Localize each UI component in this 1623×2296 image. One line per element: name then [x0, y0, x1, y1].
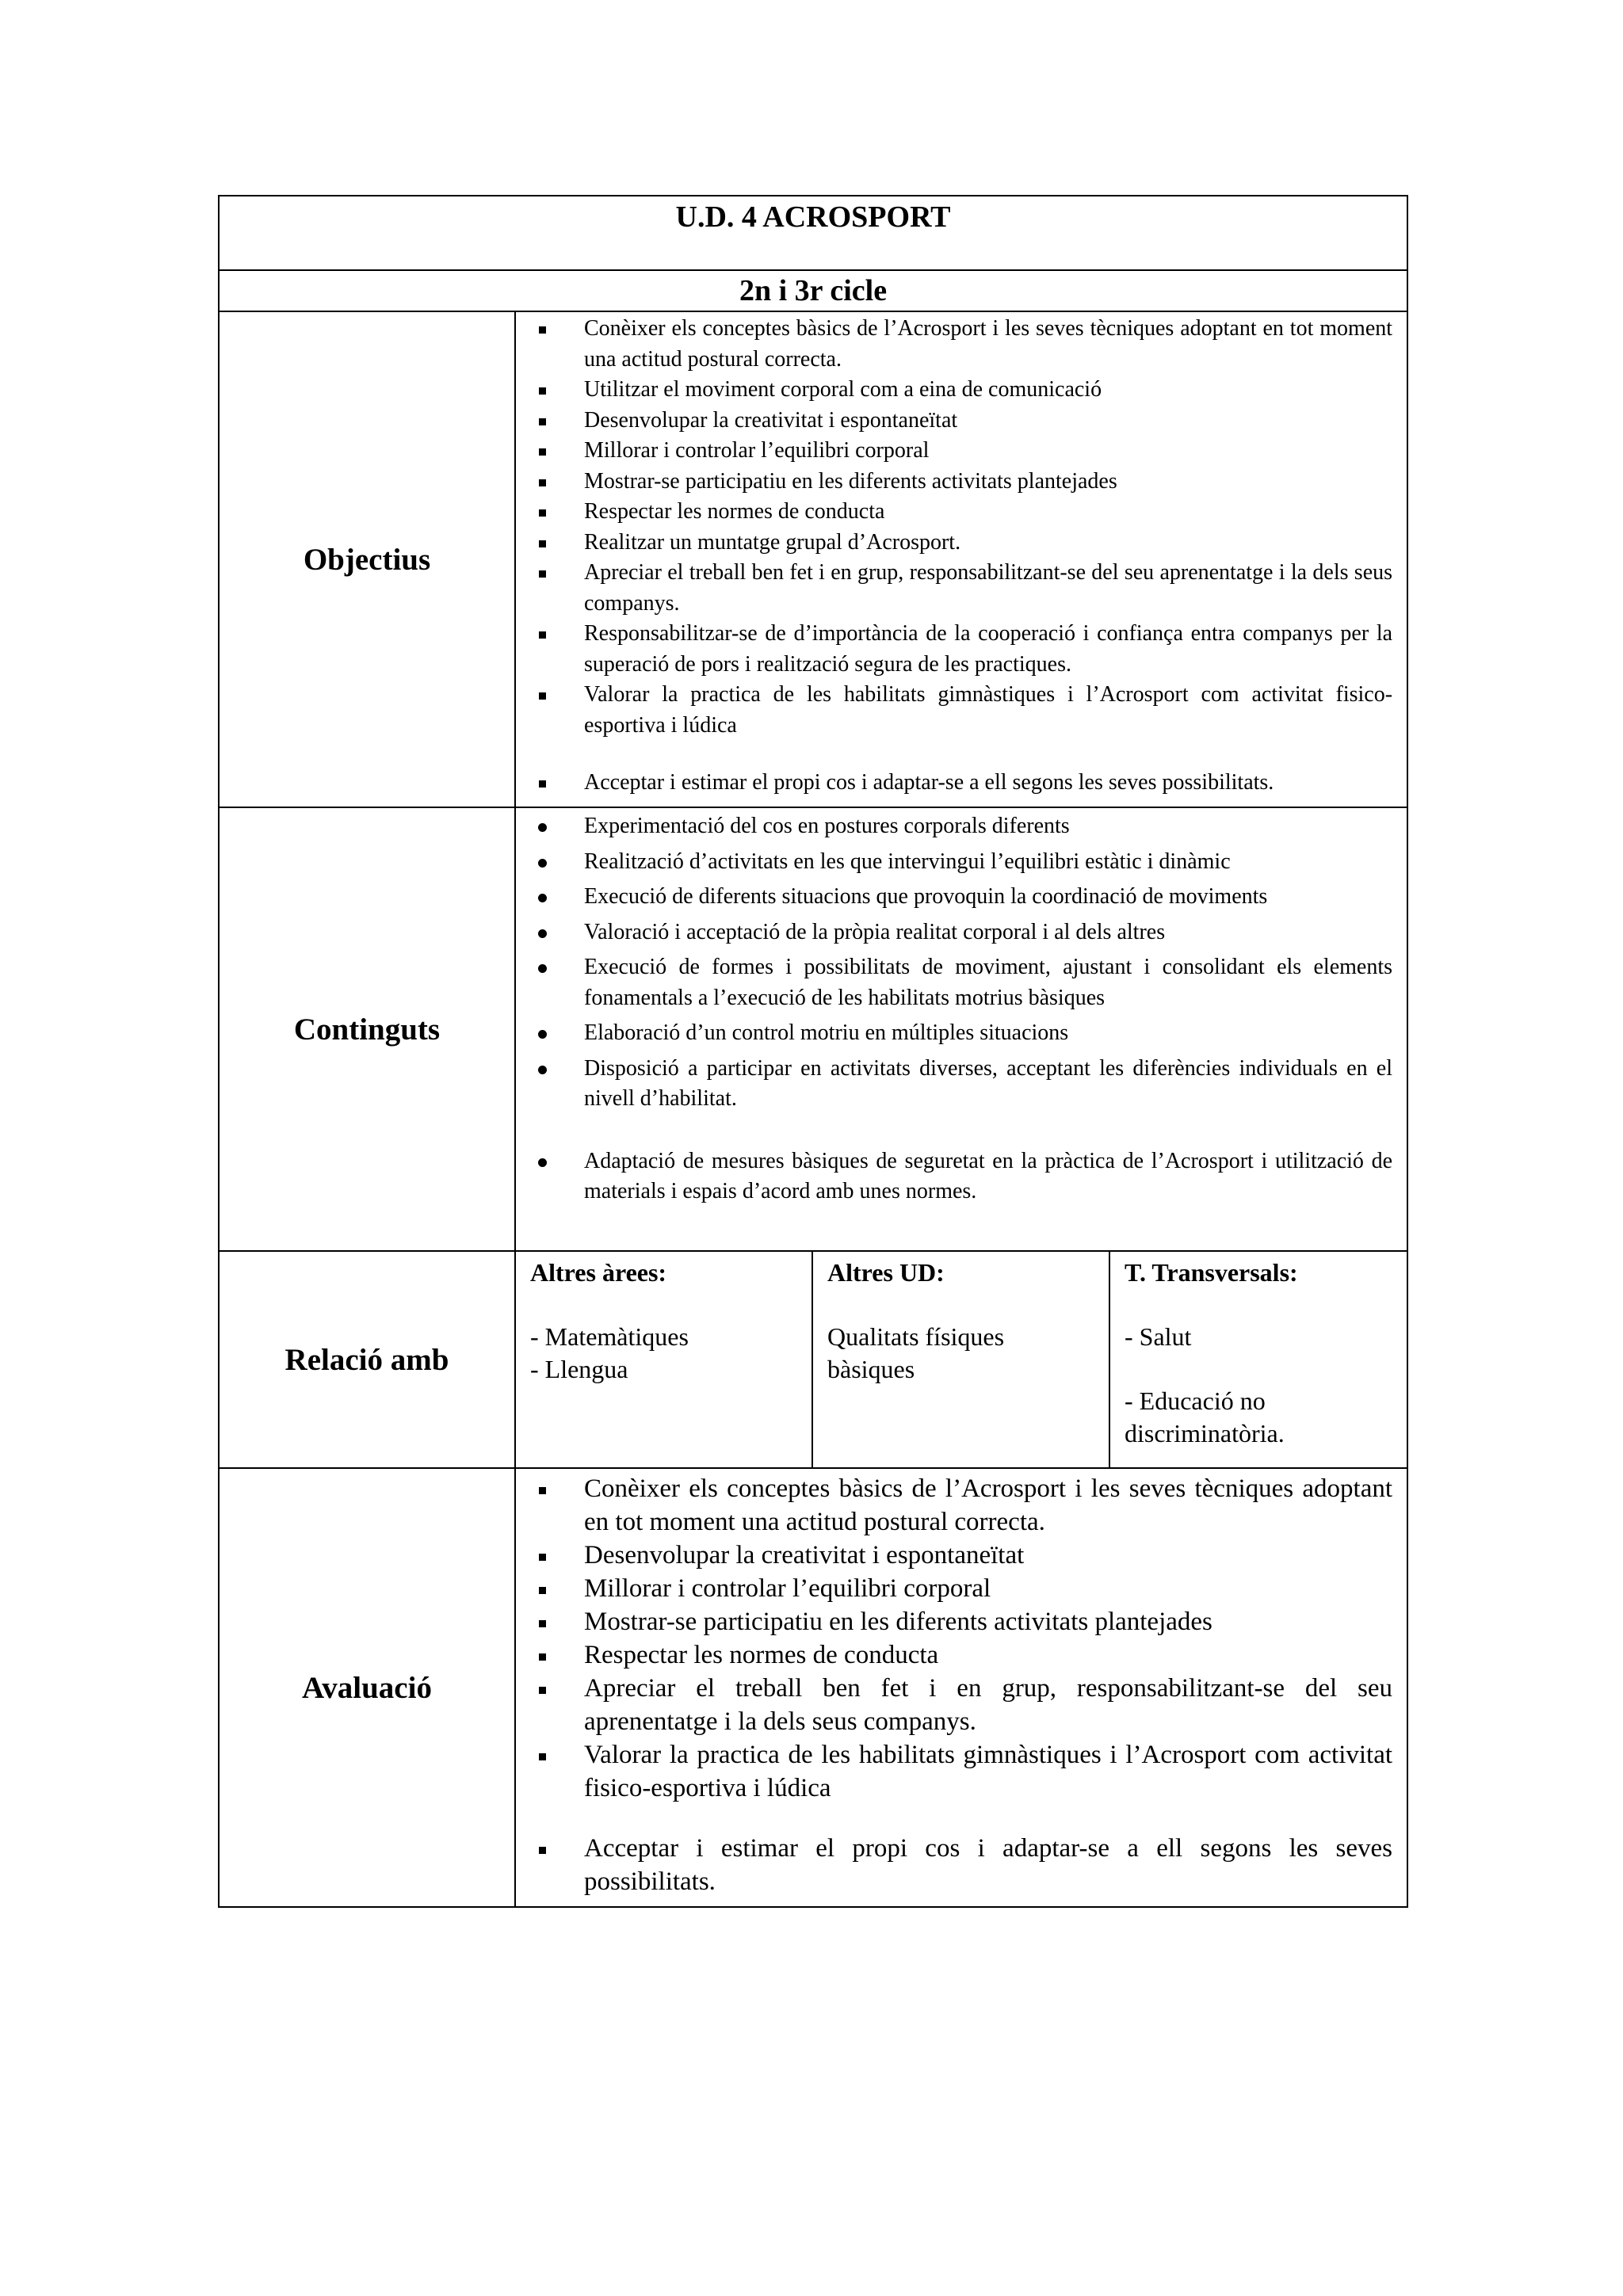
list-item: Disposició a participar en activitats diverses, acceptant les diferències individuals en el nivell d’habilitat. — [532, 1054, 1392, 1115]
list-item: Desenvolupar la creativitat i espontaneïtat — [532, 1539, 1392, 1572]
square-bullet-icon — [539, 1554, 546, 1561]
avaluacio-label: Avaluació — [219, 1468, 515, 1907]
round-bullet-icon — [538, 859, 547, 868]
unit-table — [218, 195, 1408, 1908]
square-bullet-icon — [539, 1587, 546, 1594]
round-bullet-icon — [538, 823, 547, 832]
square-bullet-icon — [539, 780, 546, 788]
square-bullet-icon — [539, 1753, 546, 1760]
square-bullet-icon — [539, 1687, 546, 1694]
list-item: Execució de formes i possibilitats de moviment, ajustant i consolidant els elements fonamentals a l’execució de les habilitats motrius bàsiques — [532, 952, 1392, 1013]
continguts-cell — [515, 807, 1407, 1251]
list-item: Adaptació de mesures bàsiques de seguretat en la pràctica de l’Acrosport i utilització de materials i espais d’acord amb unes normes. — [532, 1146, 1392, 1207]
cycle-cell — [219, 270, 1407, 311]
transversals-line: - Educació no — [1125, 1386, 1266, 1415]
square-bullet-icon — [539, 1487, 546, 1494]
avaluacio-cell — [515, 1468, 1407, 1907]
list-item: Realitzar un muntatge grupal d’Acrosport. — [532, 528, 1392, 559]
list-item: Acceptar i estimar el propi cos i adaptar-se a ell segons les seves possibilitats. — [532, 1832, 1392, 1898]
cycle-label: 2n i 3r cicle — [739, 274, 888, 307]
square-bullet-icon — [539, 570, 546, 578]
unit-title-cell — [219, 196, 1407, 270]
square-bullet-icon — [539, 631, 546, 639]
transversals-title: T. Transversals: — [1125, 1258, 1298, 1287]
transversals-line: - Salut — [1125, 1322, 1192, 1351]
continguts-list — [516, 811, 1407, 1207]
list-item: Apreciar el treball ben fet i en grup, responsabilitzant-se del seu aprenentatge i la dels seus companys. — [532, 558, 1392, 619]
list-item: Desenvolupar la creativitat i espontaneïtat — [532, 406, 1392, 437]
objectius-cell — [515, 311, 1407, 807]
altres-arees-title: Altres àrees: — [530, 1258, 667, 1287]
unit-title: U.D. 4 ACROSPORT — [675, 200, 951, 234]
square-bullet-icon — [539, 418, 546, 425]
objectius-label: Objectius — [219, 311, 515, 807]
list-item: Utilitzar el moviment corporal com a eina de comunicació — [532, 375, 1392, 406]
list-item: Responsabilitzar-se de d’importància de la cooperació i confiança entra companys per la superació de pors i realització segura de les practiques. — [532, 619, 1392, 680]
list-item: Elaboració d’un control motriu en múltiples situacions — [532, 1018, 1392, 1049]
square-bullet-icon — [539, 1620, 546, 1627]
round-bullet-icon — [538, 964, 547, 973]
list-item: Execució de diferents situacions que provoquin la coordinació de moviments — [532, 882, 1392, 913]
square-bullet-icon — [539, 540, 546, 547]
altres-arees-line: - Llengua — [530, 1355, 628, 1383]
altres-ud-line: bàsiques — [827, 1355, 915, 1383]
avaluacio-list — [516, 1472, 1407, 1898]
square-bullet-icon — [539, 1847, 546, 1854]
square-bullet-icon — [539, 448, 546, 456]
list-item: Mostrar-se participatiu en les diferents activitats plantejades — [532, 1605, 1392, 1638]
square-bullet-icon — [539, 692, 546, 700]
round-bullet-icon — [538, 1066, 547, 1074]
round-bullet-icon — [538, 1030, 547, 1039]
continguts-label: Continguts — [219, 807, 515, 1251]
relacio-label: Relació amb — [219, 1251, 515, 1468]
list-item: Apreciar el treball ben fet i en grup, responsabilitzant-se del seu aprenentatge i la dels seus companys. — [532, 1672, 1392, 1738]
list-item: Millorar i controlar l’equilibri corporal — [532, 436, 1392, 467]
altres-ud-line: Qualitats físiques — [827, 1322, 1005, 1351]
square-bullet-icon — [539, 479, 546, 486]
round-bullet-icon — [538, 929, 547, 938]
list-item: Acceptar i estimar el propi cos i adaptar-se a ell segons les seves possibilitats. — [532, 768, 1392, 799]
square-bullet-icon — [539, 326, 546, 334]
list-item: Valorar la practica de les habilitats gimnàstiques i l’Acrosport com activitat fisico-esportiva i lúdica — [532, 1738, 1392, 1805]
list-item: Experimentació del cos en postures corporals diferents — [532, 811, 1392, 842]
list-item: Respectar les normes de conducta — [532, 497, 1392, 528]
transversals-cell — [1109, 1251, 1407, 1468]
list-item: Conèixer els conceptes bàsics de l’Acrosport i les seves tècniques adoptant en tot moment una actitud postural correcta. — [532, 1472, 1392, 1539]
list-item: Respectar les normes de conducta — [532, 1638, 1392, 1672]
list-item: Valorar la practica de les habilitats gimnàstiques i l’Acrosport com activitat fisico-esportiva i lúdica — [532, 680, 1392, 741]
list-item: Valoració i acceptació de la pròpia realitat corporal i al dels altres — [532, 917, 1392, 948]
square-bullet-icon — [539, 509, 546, 517]
altres-ud-cell — [812, 1251, 1109, 1468]
list-item: Mostrar-se participatiu en les diferents activitats plantejades — [532, 467, 1392, 498]
square-bullet-icon — [539, 387, 546, 395]
round-bullet-icon — [538, 894, 547, 902]
round-bullet-icon — [538, 1158, 547, 1167]
list-item: Conèixer els conceptes bàsics de l’Acrosport i les seves tècniques adoptant en tot moment una actitud postural correcta. — [532, 314, 1392, 375]
square-bullet-icon — [539, 1653, 546, 1661]
altres-arees-cell — [515, 1251, 812, 1468]
transversals-line: discriminatòria. — [1125, 1419, 1285, 1447]
objectius-list — [516, 314, 1407, 799]
list-item: Millorar i controlar l’equilibri corporal — [532, 1572, 1392, 1605]
altres-ud-title: Altres UD: — [827, 1258, 945, 1287]
list-item: Realització d’activitats en les que intervingui l’equilibri estàtic i dinàmic — [532, 847, 1392, 878]
altres-arees-line: - Matemàtiques — [530, 1322, 689, 1351]
